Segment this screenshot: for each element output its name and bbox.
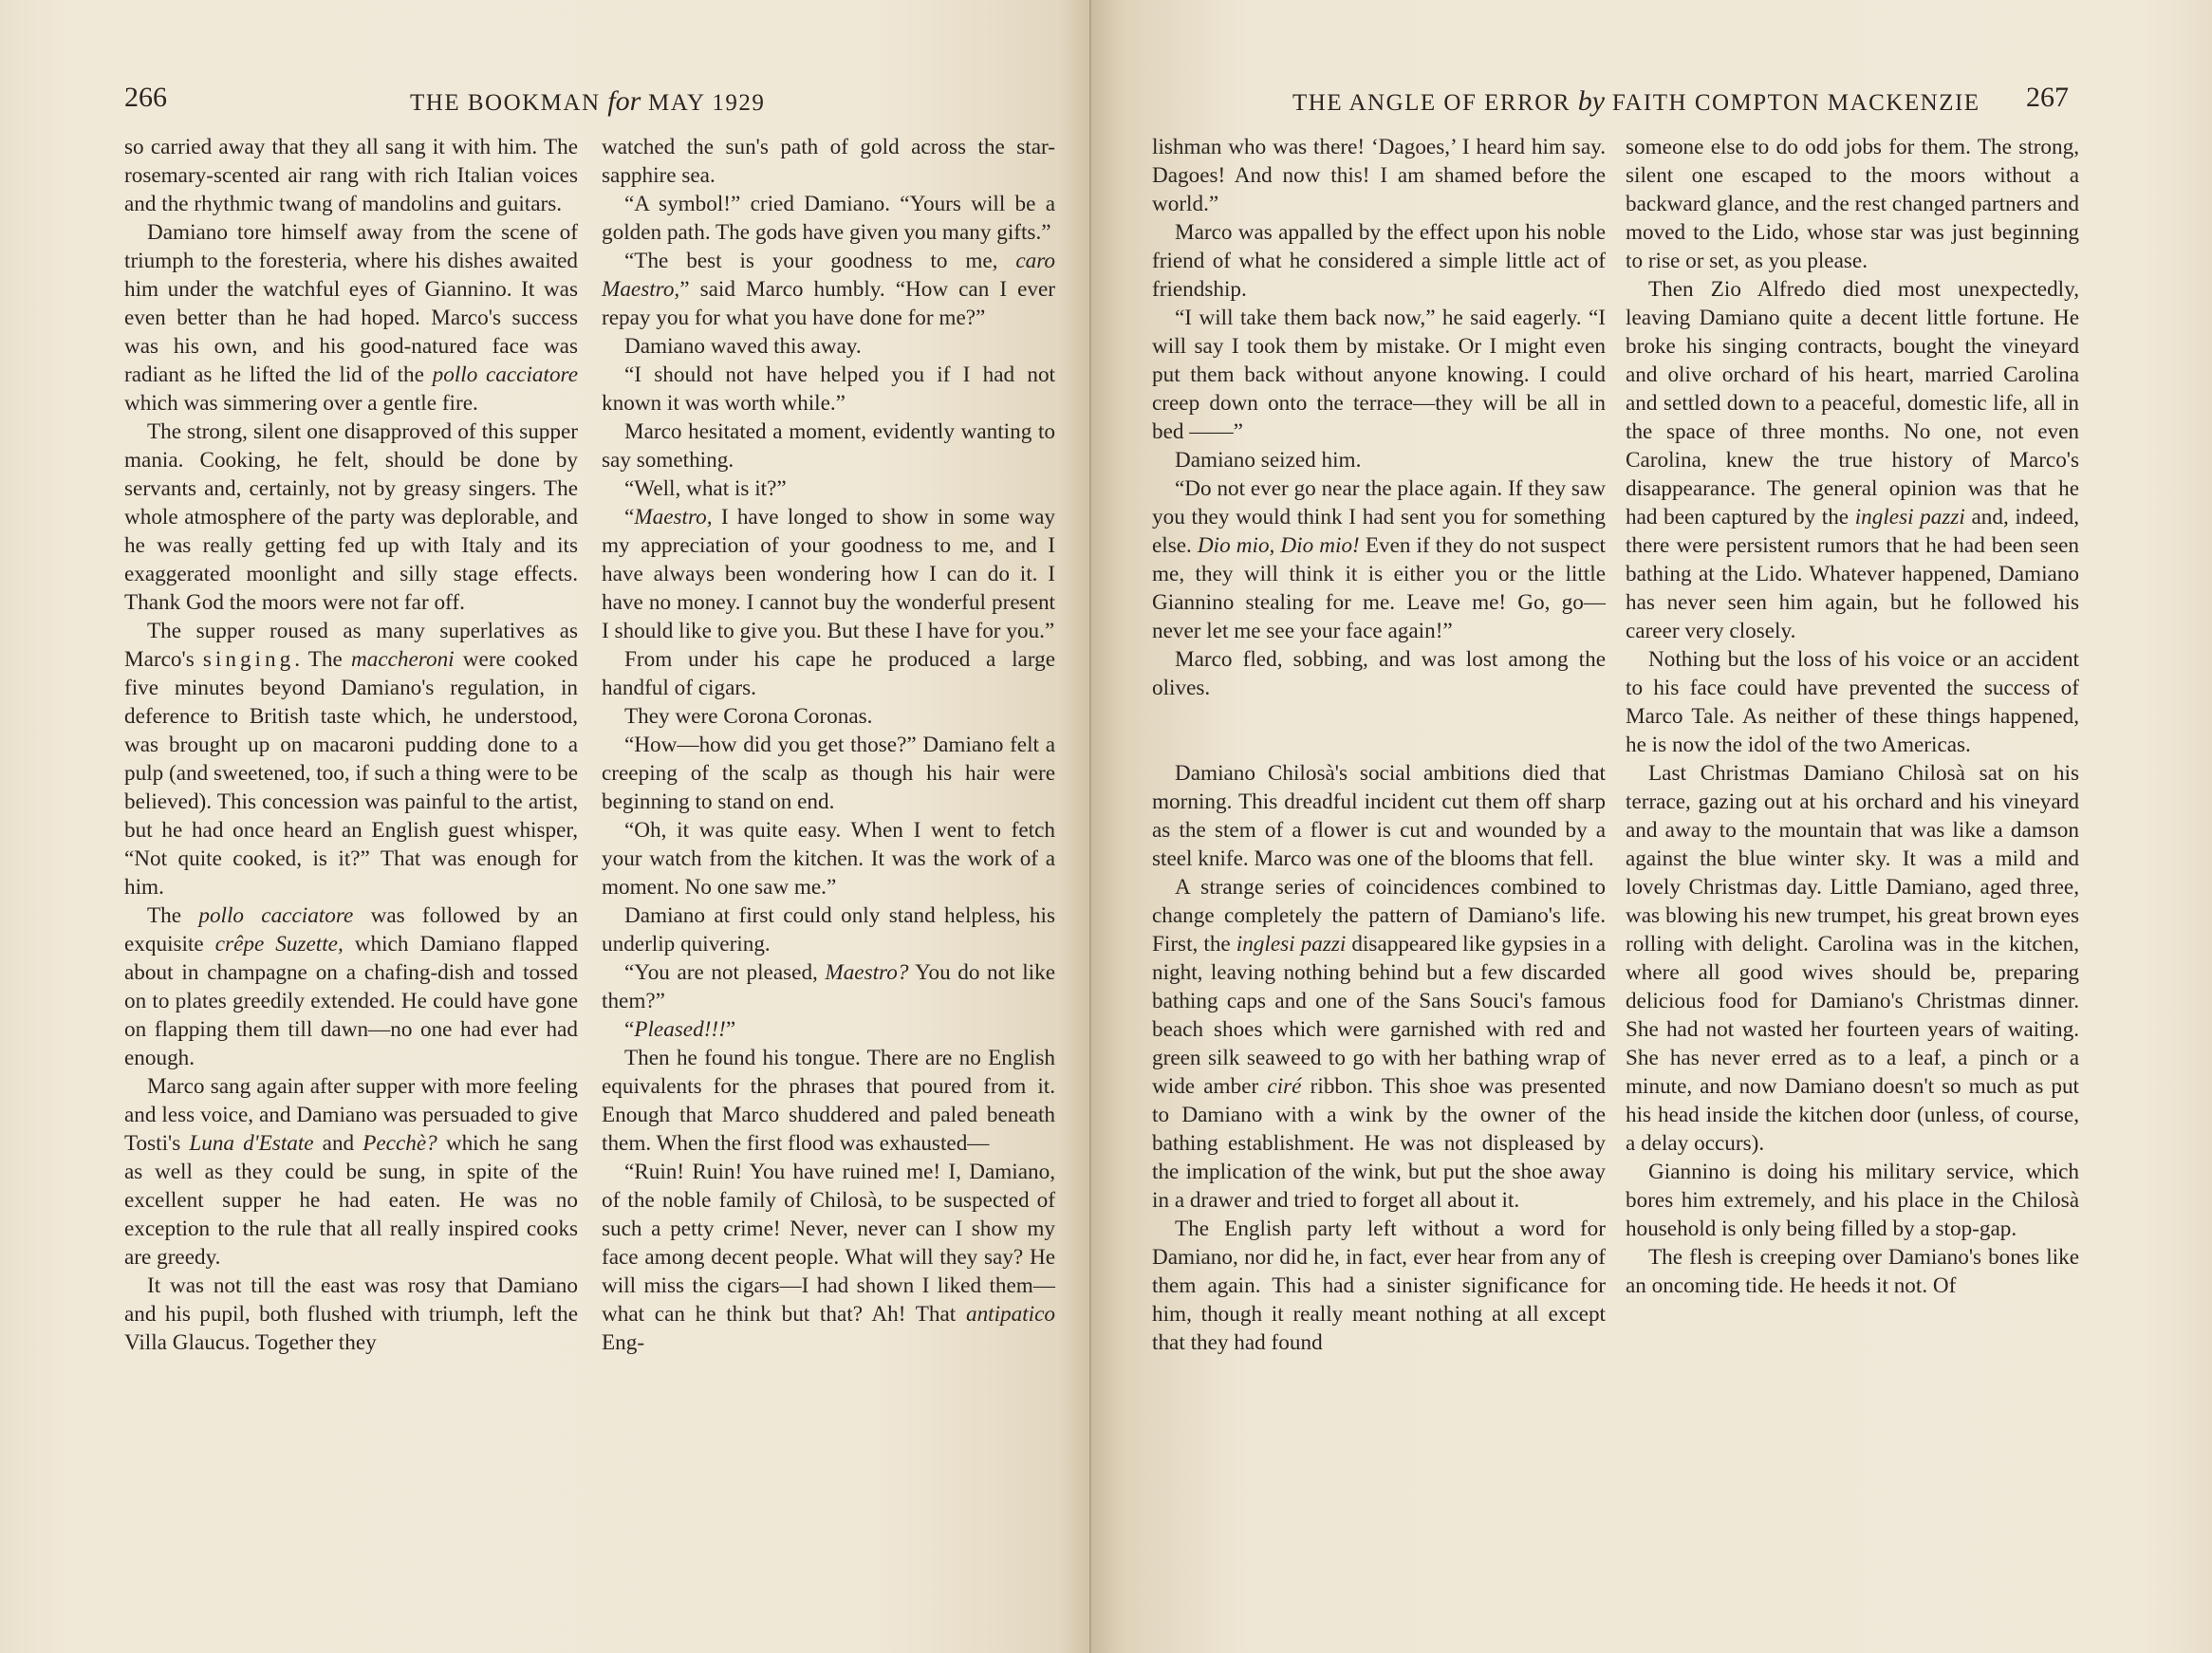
paragraph — [1626, 1243, 2079, 1300]
text-run: Marco was appalled by the effect upon his noble friend of what he considered a simple little act of friendship. — [1152, 220, 1606, 302]
paragraph — [602, 361, 1055, 418]
text-run: “ — [624, 505, 635, 529]
text-run: ribbon. This shoe was presented to Damiano with a wink by the owner of the bathing establishment. He was not displeased by the implication of the wink, but put the shoe away in a drawer and tried to forget all about it. — [1152, 1074, 1606, 1213]
paragraph — [602, 1044, 1055, 1158]
paragraph — [1626, 133, 2079, 275]
text-run: Damiano at first could only stand helpless, his underlip quivering. — [602, 903, 1055, 957]
paragraph — [602, 958, 1055, 1015]
text-run: “You are not pleased, — [624, 960, 826, 985]
paragraph — [1152, 873, 1606, 1215]
italic-text: crêpe Suzette, — [214, 932, 344, 957]
italic-text: singing — [202, 647, 295, 672]
text-run: were cooked five minutes beyond Damiano's regulation, in deference to British taste which, he understood, was brought up on macaroni pudding done to a pulp (and sweetened, too, if such a thing were to be believed). This concession was painful to the artist, but he had once heard an English guest whisper, “Not quite cooked, is it?” That was enough for him. — [124, 647, 578, 900]
paragraph — [1152, 133, 1606, 218]
paragraph — [602, 901, 1055, 958]
paragraph — [602, 1015, 1055, 1044]
paragraph — [1152, 446, 1606, 474]
italic-text: Maestro, — [634, 505, 713, 529]
paragraph — [124, 133, 578, 218]
text-run: and, indeed, there were persistent rumors that he had been seen bathing at the Lido. Whatever happened, Damiano has never seen him again, but he followed his career very closely. — [1626, 505, 2079, 643]
italic-text: Dio mio, Dio mio! — [1197, 533, 1360, 558]
paragraph — [602, 418, 1055, 474]
italic-text: Pecchè? — [362, 1131, 437, 1156]
text-run: which was simmering over a gentle fire. — [124, 391, 478, 416]
text-run: “Oh, it was quite easy. When I went to fetch your watch from the kitchen. It was the work of a moment. No one saw me.” — [602, 818, 1055, 900]
text-run: Damiano tore himself away from the scene of triumph to the foresteria, where his dishes awaited him under the watchful eyes of Giannino. It was even better than he had hoped. Marco's success was his own, and his good-natured face was radiant as he lifted the lid of the — [124, 220, 578, 387]
paragraph — [602, 1158, 1055, 1357]
paragraph — [602, 247, 1055, 332]
paragraph — [1626, 759, 2079, 1158]
italic-text: Pleased!!! — [634, 1017, 726, 1042]
paragraph — [1626, 1158, 2079, 1243]
paragraph — [124, 218, 578, 418]
paragraph — [124, 617, 578, 901]
text-run: The supper roused as many superlatives as Marco's — [124, 619, 578, 672]
page-number-right: 267 — [2026, 82, 2069, 113]
text-run: “The best is your goodness to me, — [624, 249, 1016, 273]
italic-text: pollo cacciatore — [198, 903, 354, 928]
text-run: “A symbol!” cried Damiano. “Yours will be a golden path. The gods have given you many gifts.” — [602, 192, 1055, 245]
text-run: Marco hesitated a moment, evidently wanting to say something. — [602, 419, 1055, 473]
text-run: which Damiano flapped about in champagne on a chafing-dish and tossed on to plates greedily extended. He could have gone on flapping them till dawn—no one had ever had enough. — [124, 932, 579, 1070]
text-run: which he sang as well as they could be sung, in spite of the excellent supper he had eaten. He was no exception to the rule that all really inspired cooks are greedy. — [124, 1131, 579, 1270]
text-run: The strong, silent one disapproved of this supper mania. Cooking, he felt, should be done by servants and, certainly, not by greasy singers. The whole atmosphere of the party was deplorable, and he was really getting fed up with Italy and its exaggerated moonlight and silly stage effects. Thank God the moors were not far off. — [124, 419, 578, 615]
text-run: “I should not have helped you if I had not known it was worth while.” — [602, 362, 1055, 416]
paragraph — [1626, 645, 2079, 759]
text-run: I have longed to show in some way my appreciation of your goodness to me, and I have always been wondering how I can do it. I have no money. I cannot buy the wonderful present I should like to give you. But these I have for you.” — [602, 505, 1055, 643]
paragraph — [602, 731, 1055, 816]
paragraph — [1626, 275, 2079, 645]
text-run: Even if they do not suspect me, they will think it is either you or the little Giannino stealing for me. Leave me! Go, go—never let me see your face again!” — [1152, 533, 1606, 643]
text-run: . The — [294, 647, 351, 672]
text-run: Damiano seized him. — [1175, 448, 1362, 473]
header-title-right: THE ANGLE OF ERROR by FAITH COMPTON MACKENZIE — [1292, 85, 1980, 117]
text-run: Then Zio Alfredo died most unexpectedly, leaving Damiano quite a decent little fortune. He broke his singing contracts, bought the vineyard and olive orchard of his heart, married Carolina and settled down to a peaceful, domestic life, all in the space of three months. No one, not even Carolina, knew the true history of Marco's disappearance. The general opinion was that he had been captured by the — [1626, 277, 2079, 529]
text-run: “Ruin! Ruin! You have ruined me! I, Damiano, of the noble family of Chilosà, to be suspected of such a petty crime! Never, never can I show my face among decent people. What will they say? He will miss the cigars—I had shown I liked them—what can he think but that? Ah! That — [602, 1160, 1055, 1327]
left-page — [0, 0, 1091, 1653]
text-run: “Do not ever go near the place again. If they saw you they would think I had sent you for something else. — [1152, 476, 1606, 558]
italic-text: inglesi pazzi — [1854, 505, 1965, 529]
text-run: lishman who was there! ‘Dagoes,’ I heard him say. Dagoes! And now this! I am shamed before the world.” — [1152, 135, 1606, 216]
text-run: “I will take them back now,” he said eagerly. “I will say I took them by mistake. Or I might even put them back without anyone knowing. I could creep down onto the terrace—they will be all in bed ——” — [1152, 306, 1606, 444]
column-left-1 — [124, 133, 578, 1357]
paragraph — [602, 503, 1055, 645]
paragraph — [1152, 645, 1606, 702]
text-run: You do not like them?” — [602, 960, 1055, 1013]
text-run: Marco sang again after supper with more feeling and less voice, and Damiano was persuaded to give Tosti's — [124, 1074, 578, 1156]
italic-text: pollo cacciatore — [432, 362, 578, 387]
paragraph — [602, 645, 1055, 702]
column-right-1 — [1152, 133, 1606, 1357]
paragraph — [1152, 1215, 1606, 1357]
text-run: watched the sun's path of gold across the star-sapphire sea. — [602, 135, 1055, 188]
text-run: “How—how did you get those?” Damiano felt a creeping of the scalp as though his hair were beginning to stand on end. — [602, 733, 1055, 814]
paragraph — [602, 474, 1055, 503]
paragraph — [602, 133, 1055, 190]
text-run: Damiano waved this away. — [624, 334, 862, 359]
text-run: disappeared like gypsies in a night, leaving nothing behind but a few discarded bathing caps and one of the Sans Souci's famous beach shoes which were garnished with red and green silk seaweed to go with her bathing wrap of wide amber — [1152, 932, 1606, 1099]
text-run: They were Corona Coronas. — [624, 704, 873, 729]
text-run: and — [313, 1131, 363, 1156]
paragraph — [602, 190, 1055, 247]
text-run: ” — [725, 1017, 736, 1042]
italic-text: inglesi pazzi — [1236, 932, 1347, 957]
text-run: The English party left without a word for Damiano, nor did he, in fact, ever hear from any of them again. This had a sinister significance for him, though it really meant nothing at all except that they had found — [1152, 1217, 1606, 1355]
text-run: Damiano Chilosà's social ambitions died that morning. This dreadful incident cut them off sharp as the stem of a flower is cut and wounded by a steel knife. Marco was one of the blooms that fell. — [1152, 761, 1606, 871]
italic-text: Luna d'Estate — [189, 1131, 314, 1156]
italic-text: maccheroni — [351, 647, 455, 672]
text-run: Then he found his tongue. There are no English equivalents for the phrases that poured from it. Enough that Marco shuddered and paled beneath them. When the first flood was exhausted— — [602, 1046, 1055, 1156]
text-run: someone else to do odd jobs for them. The strong, silent one escaped to the moors without a backward glance, and the rest changed partners and moved to the Lido, whose star was just beginning to rise or set, as you please. — [1626, 135, 2079, 273]
paragraph — [124, 1272, 578, 1357]
text-run: was followed by an exquisite — [124, 903, 578, 957]
italic-text: ciré — [1267, 1074, 1302, 1099]
text-run: The — [147, 903, 199, 928]
text-run: From under his cape he produced a large handful of cigars. — [602, 647, 1055, 700]
paragraph — [124, 1072, 578, 1272]
paragraph — [602, 332, 1055, 361]
text-run: Last Christmas Damiano Chilosà sat on his terrace, gazing out at his orchard and his vineyard and away to the mountain that was like a damson against the blue winter sky. It was a mild and lovely Christmas day. Little Damiano, aged three, was blowing his new trumpet, his great brown eyes rolling with delight. Carolina was in the kitchen, where all good wives should be, preparing delicious food for Damiano's Christmas dinner. She had not wasted her fourteen years of waiting. She has never erred as to a leaf, a pinch or a minute, and now Damiano doesn't so much as put his head inside the kitchen door (unless, of course, a delay occurs). — [1626, 761, 2079, 1156]
paragraph — [1152, 304, 1606, 446]
paragraph — [124, 418, 578, 617]
italic-text: antipatico — [965, 1302, 1055, 1327]
column-left-2 — [602, 133, 1055, 1357]
text-run: Giannino is doing his military service, which bores him extremely, and his place in the Chilosà household is only being filled by a stop-gap. — [1626, 1160, 2079, 1241]
italic-text: caro Maestro, — [602, 249, 1055, 302]
text-run: so carried away that they all sang it with him. The rosemary-scented air rang with rich Italian voices and the rhythmic twang of mandolins and guitars. — [124, 135, 578, 216]
column-right-2 — [1626, 133, 2079, 1300]
right-page — [1091, 0, 2212, 1653]
text-run: The flesh is creeping over Damiano's bones like an oncoming tide. He heeds it not. Of — [1626, 1245, 2079, 1298]
text-run: “Well, what is it?” — [624, 476, 787, 501]
text-run: A strange series of coincidences combined to change completely the pattern of Damiano's life. First, the — [1152, 875, 1606, 957]
italic-text: Maestro? — [825, 960, 909, 985]
text-run: It was not till the east was rosy that Damiano and his pupil, both flushed with triumph, left the Villa Glaucus. Together they — [124, 1273, 578, 1355]
text-run: Marco fled, sobbing, and was lost among the olives. — [1152, 647, 1606, 700]
text-run: Eng- — [602, 1330, 645, 1355]
paragraph — [602, 702, 1055, 731]
paragraph — [602, 816, 1055, 901]
paragraph — [124, 901, 578, 1072]
paragraph — [1152, 759, 1606, 873]
text-run: ” said Marco humbly. “How can I ever repay you for what you have done for me?” — [602, 277, 1055, 330]
paragraph — [1152, 218, 1606, 304]
page-number-left: 266 — [124, 82, 167, 113]
header-title-left: THE BOOKMAN for MAY 1929 — [410, 85, 766, 117]
paragraph — [1152, 474, 1606, 645]
text-run: Nothing but the loss of his voice or an accident to his face could have prevented the success of Marco Tale. As neither of these things happened, he is now the idol of the two Americas. — [1626, 647, 2079, 757]
text-run: “ — [624, 1017, 635, 1042]
